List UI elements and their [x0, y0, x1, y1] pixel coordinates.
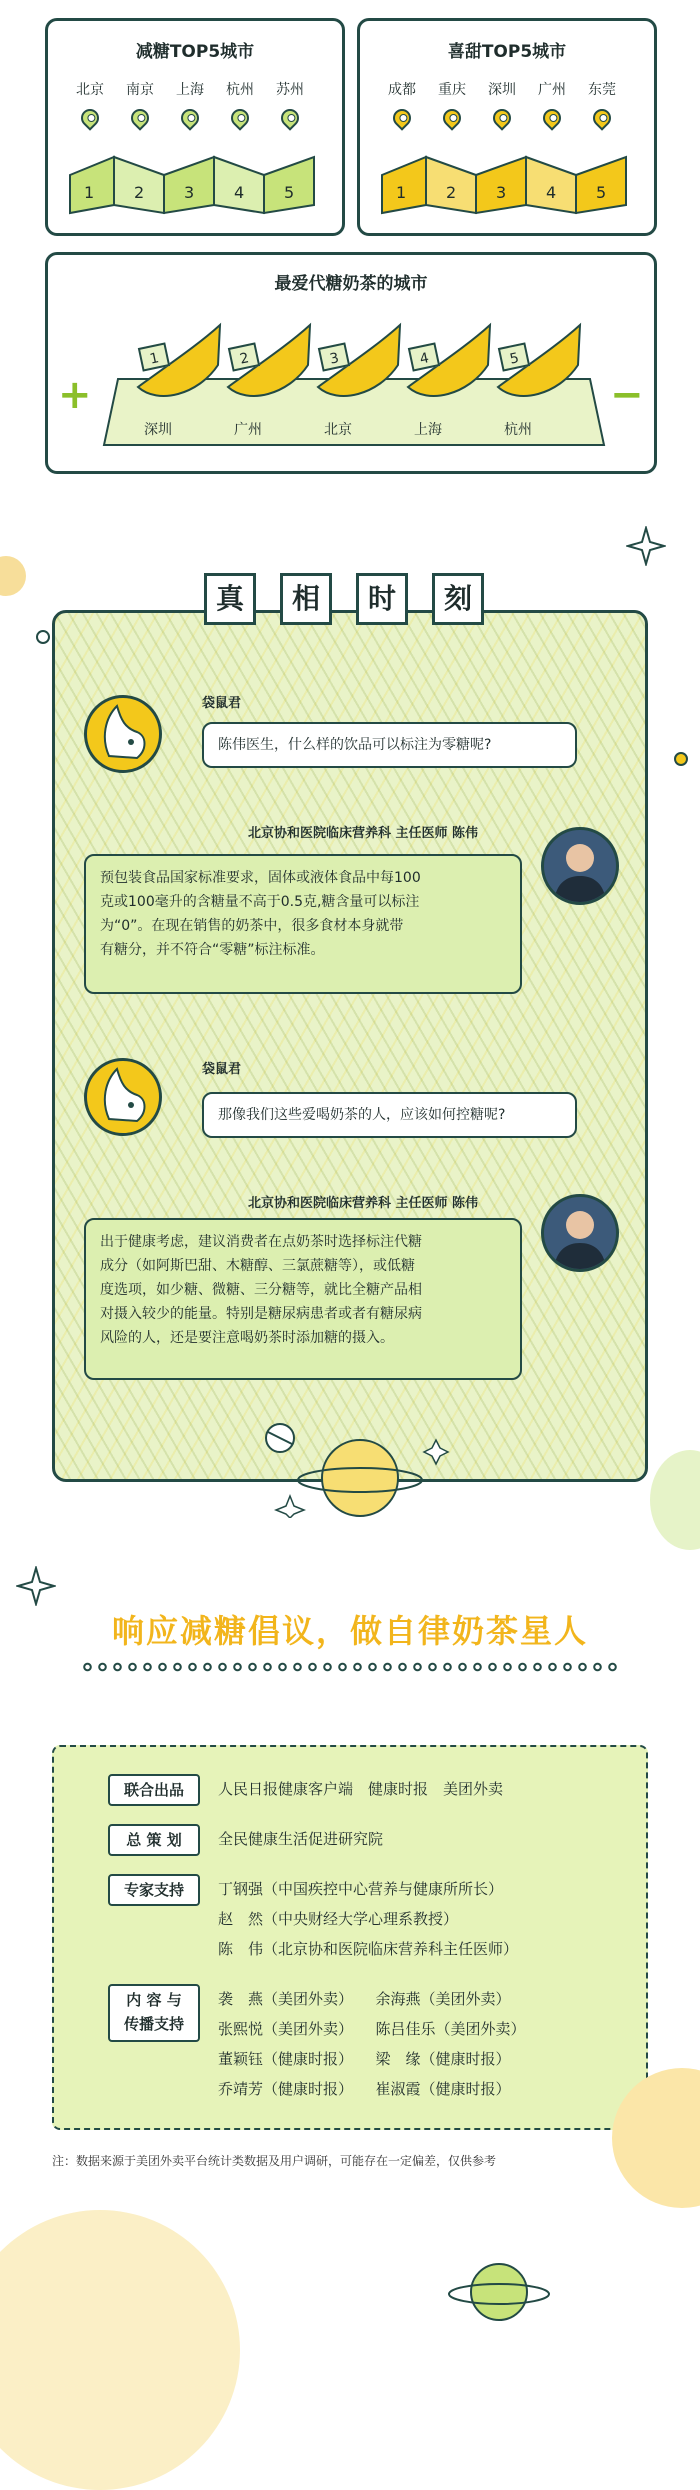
location-pin-icon [127, 105, 152, 130]
truth-char-1: 真 [204, 573, 256, 625]
credit-text: 丁钢强（中国疾控中心营养与健康所所长） [218, 1880, 504, 1898]
planet-decoration [36, 630, 50, 644]
speaker-doctor: 北京协和医院临床营养科 主任医师 陈伟 [248, 826, 479, 841]
sweet-city-2: 重庆 [438, 82, 466, 98]
reduce-city-1: 北京 [76, 82, 104, 98]
reduce-city-4: 杭州 [226, 82, 254, 98]
map-number-1: 1 [84, 183, 95, 202]
map-number-3: 3 [184, 183, 195, 202]
sweet-city-3: 深圳 [488, 82, 516, 98]
folded-map-icon [60, 139, 332, 219]
planet-decoration [650, 1450, 700, 1550]
sugar-cube-3: 3 [318, 342, 350, 371]
map-number-2: 2 [134, 183, 145, 202]
substitute-city-5: 杭州 [504, 422, 532, 438]
credit-label-content: 内 容 与 传播支持 [108, 1984, 200, 2042]
location-pin-icon [77, 105, 102, 130]
sugar-cube-4: 4 [408, 342, 440, 371]
credit-label-experts: 专家支持 [108, 1874, 200, 1906]
location-pin-icon [389, 105, 414, 130]
answer-bubble [84, 1218, 522, 1380]
reduce-city-5: 苏州 [276, 82, 304, 98]
substitute-city-3: 北京 [324, 422, 352, 438]
answer-line: 成分（如阿斯巴甜、木糖醇、三氯蔗糖等），或低糖 [100, 1258, 415, 1274]
reduce-sugar-title: 减糖TOP5城市 [135, 42, 255, 62]
planet-icon [444, 2250, 554, 2330]
spoons-icon [128, 315, 608, 415]
credit-text: 陈 伟（北京协和医院临床营养科主任医师） [218, 1940, 519, 1958]
truth-char-3: 时 [356, 573, 408, 625]
location-pin-icon [177, 105, 202, 130]
substitute-city-1: 深圳 [144, 422, 172, 438]
credit-text: 赵 然（中央财经大学心理系教授） [218, 1910, 459, 1928]
dotted-divider [80, 1662, 620, 1672]
answer-line: 风险的人，还是要注意喝奶茶时添加糖的摄入。 [100, 1330, 394, 1346]
sugar-cube-1: 1 [138, 342, 170, 371]
planet-decoration [674, 752, 688, 766]
planet-decoration [0, 556, 26, 596]
substitute-city-2: 广州 [234, 422, 262, 438]
answer-line: 克或100毫升的含糖量不高于0.5克,糖含量可以标注 [100, 894, 420, 910]
folded-map-icon [372, 139, 644, 219]
credit-text: 董颖钰（健康时报） 梁 缘（健康时报） [218, 2050, 511, 2068]
answer-line: 为“0”。在现在销售的奶茶中，很多食材本身就带 [100, 918, 404, 934]
map-number-2: 2 [446, 183, 457, 202]
location-pin-icon [589, 105, 614, 130]
reduce-city-3: 上海 [176, 82, 204, 98]
slogan-title: 响应减糖倡议，做自律奶茶星人 [111, 1612, 588, 1650]
credit-label-planner: 总 策 划 [108, 1824, 200, 1856]
sweet-city-4: 广州 [538, 82, 566, 98]
map-number-5: 5 [284, 183, 295, 202]
credit-text: 张熙悦（美团外卖） 陈吕佳乐（美团外卖） [218, 2020, 526, 2038]
speaker-kangaroo: 袋鼠君 [202, 696, 242, 711]
credit-text: 乔靖芳（健康时报） 崔淑霞（健康时报） [218, 2080, 511, 2098]
map-number-1: 1 [396, 183, 407, 202]
answer-bubble [84, 854, 522, 994]
sweet-city-5: 东莞 [588, 82, 616, 98]
reduce-sugar-panel [45, 18, 345, 236]
sugar-cube-2: 2 [228, 342, 260, 371]
plus-icon: + [58, 372, 92, 418]
substitute-sugar-title: 最爱代糖奶茶的城市 [274, 274, 428, 294]
planet-decoration [0, 2210, 240, 2490]
map-number-4: 4 [234, 183, 245, 202]
footnote: 注：数据来源于美团外卖平台统计类数据及用户调研，可能存在一定偏差，仅供参考 [52, 2154, 497, 2168]
minus-icon: − [610, 372, 644, 418]
location-pin-icon [489, 105, 514, 130]
answer-line: 对摄入较少的能量。特别是糖尿病患者或者有糖尿病 [100, 1306, 422, 1322]
kangaroo-avatar [84, 695, 162, 773]
like-sweet-title: 喜甜TOP5城市 [447, 42, 567, 62]
answer-line: 度选项，如少糖、微糖、三分糖等，就比全糖产品相 [100, 1282, 422, 1298]
reduce-city-2: 南京 [126, 82, 154, 98]
question-bubble: 那像我们这些爱喝奶茶的人，应该如何控糖呢? [202, 1092, 577, 1138]
location-pin-icon [277, 105, 302, 130]
substitute-sugar-panel [45, 252, 657, 474]
question-bubble: 陈伟医生，什么样的饮品可以标注为零糖呢? [202, 722, 577, 768]
location-pin-icon [539, 105, 564, 130]
answer-line: 出于健康考虑，建议消费者在点奶茶时选择标注代糖 [100, 1234, 422, 1250]
doctor-avatar [541, 1194, 619, 1272]
truth-char-4: 刻 [432, 573, 484, 625]
kangaroo-avatar [84, 1058, 162, 1136]
answer-line: 有糖分，并不符合“零糖”标注标准。 [100, 942, 325, 958]
sugar-cube-5: 5 [498, 342, 530, 371]
star-icon [626, 526, 666, 566]
credit-text: 人民日报健康客户端 健康时报 美团外卖 [218, 1780, 504, 1798]
like-sweet-panel [357, 18, 657, 236]
speaker-kangaroo: 袋鼠君 [202, 1062, 242, 1077]
credit-text: 全民健康生活促进研究院 [218, 1830, 384, 1848]
star-icon [16, 1566, 56, 1606]
map-number-4: 4 [546, 183, 557, 202]
map-number-5: 5 [596, 183, 607, 202]
sweet-city-1: 成都 [388, 82, 416, 98]
answer-line: 预包装食品国家标准要求，固体或液体食品中每100 [100, 870, 421, 886]
truth-char-2: 相 [280, 573, 332, 625]
doctor-avatar [541, 827, 619, 905]
credit-text: 袭 燕（美团外卖） 余海燕（美团外卖） [218, 1990, 511, 2008]
location-pin-icon [439, 105, 464, 130]
map-number-3: 3 [496, 183, 507, 202]
location-pin-icon [227, 105, 252, 130]
speaker-doctor: 北京协和医院临床营养科 主任医师 陈伟 [248, 1196, 479, 1211]
planet-icon [250, 1408, 450, 1518]
credit-label-coproducer: 联合出品 [108, 1774, 200, 1806]
substitute-city-4: 上海 [414, 422, 442, 438]
